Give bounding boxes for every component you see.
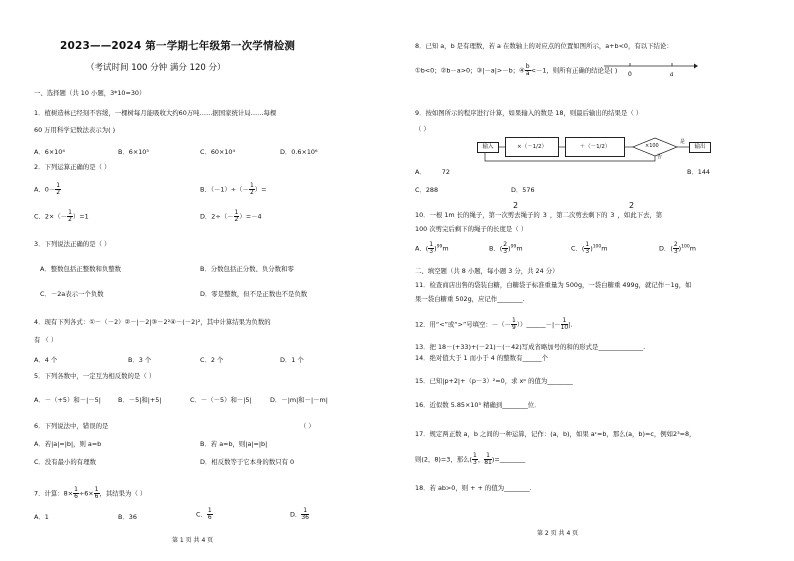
add-box: ＋（－1/2）: [565, 137, 625, 157]
q2-stem: 2．下列运算正确的是（ ）: [34, 163, 111, 171]
q3-option-d: D．零是整数，但不是正数也不是负数: [200, 290, 308, 298]
q3-option-c: C．－2a表示一个负数: [40, 290, 104, 298]
q7-option-a: A．1: [34, 513, 49, 521]
section-heading-fill: 二、填空题（共 8 小题，每小题 3 分，共 24 分）: [415, 267, 559, 275]
q2-option-c: C．2×（－ $\frac{1}{2}$ ）=1: [34, 209, 89, 223]
q13-stem: 13．把 18－(+33)+(－21)－(－42)写成省略加号的和的形式是______________.: [415, 343, 646, 351]
condition-label: ×100: [645, 143, 659, 149]
q2-option-d: D．2÷（－ $\frac{1}{2}$ ）=－4: [200, 209, 262, 223]
q4-stem-line2: 有 （ ）: [34, 336, 58, 344]
no-label: 否: [657, 154, 663, 160]
q9-option-a: A． 72: [415, 168, 450, 176]
q6-option-a: A．若|a|=|b|，则 a=b: [34, 440, 102, 448]
fraction: $\frac{b}{a}$: [525, 63, 530, 77]
q8-stem-line2: ①b<0；②b－a>0；③|－a|>－b；④ $\frac{b}{a}$ <－1，则所有正确的结论是( ): [415, 63, 618, 77]
q1-option-d: D．0.6×10⁶: [280, 148, 318, 156]
q18-stem: 18．若 ab>0，则 + + 的值为________.: [415, 484, 532, 492]
exam-subtitle: （考试时间 100 分钟 满分 120 分）: [86, 63, 226, 73]
q9-stem-line2: （ ）: [415, 125, 430, 133]
q7-option-c: C． $\frac{1}{6}$: [196, 507, 212, 521]
q6-option-b: B．若 a=b，则|a|=|b|: [200, 440, 268, 448]
number-line-diagram: [602, 58, 698, 82]
q9-option-c: C．288: [415, 186, 439, 194]
q4-option-d: D．1 个: [280, 356, 304, 364]
input-box: 输入: [477, 142, 499, 153]
fraction: $\frac{1}{36}$: [301, 507, 309, 521]
q3-stem: 3．下列说法正确的是（ ）: [34, 240, 111, 248]
fraction: $\frac{1}{2}$: [249, 182, 254, 196]
q10-option-c: C．( $\frac{1}{3}$ )$^{100}$m: [571, 241, 608, 255]
q7-option-b: B．36: [118, 513, 137, 521]
q1-option-b: B．6×10⁵: [118, 148, 149, 156]
q4-option-b: B．3 个: [128, 356, 152, 364]
q1-stem-line2: 60 万用科学记数法表示为( ): [34, 126, 116, 134]
q7-option-d: D． $\frac{1}{36}$: [290, 507, 309, 521]
q5-option-c: C．－（－5）和－|5|: [190, 396, 252, 404]
q10-stem-line1: 10．一根 1m 长的绳子，第一次剪去绳子的 3 ，第二次剪去剩下的 3 ，如此下去，第: [415, 211, 663, 219]
q2-option-b: B．（－1）÷（－ $\frac{1}{2}$ ）=: [200, 182, 267, 196]
q10-stem-line2: 100 次剪完后剩下的绳子的长度是（ ）: [415, 225, 528, 233]
q6-stem: 6．下列说法中，错误的是: [34, 422, 109, 430]
axis-label-zero: 0: [628, 71, 632, 78]
page-footer: 第 2 页 共 4 页: [537, 530, 579, 537]
q5-option-a: A．－（+5）和－|－5|: [34, 396, 101, 404]
q5-option-b: B．－5|和|+5|: [118, 396, 162, 404]
q1-stem-line1: 1．植树造林已经刻不容缓，一棵树每月能吸收大约60万吨……据国家统计局……每棵: [34, 109, 277, 117]
page-footer: 第 1 页 共 4 页: [172, 537, 214, 544]
fraction: $\frac{1}{6}$: [74, 486, 78, 500]
q10-option-a: A．( $\frac{1}{3}$ )$^{99}$m: [415, 241, 449, 255]
q14-stem: 14．绝对值大于 1 而小于 4 的整数有______个: [415, 354, 549, 362]
page-title: 2023——2024 第一学期七年级第一次学情检测: [60, 40, 296, 52]
multiply-box: ×（－1/2）: [505, 137, 559, 157]
q17-stem-line1: 17．规定两正数 a，b 之间的一种运算，记作：(a，b)，如果 aᶜ=b，那么(a，b)=c，例如2³=8，: [415, 430, 696, 438]
q2-option-a: A．0－ $\frac{1}{2}$: [34, 182, 61, 196]
program-flowchart: [477, 133, 717, 163]
q12-stem: 12．用“<”或“>”号填空：－（－ $\frac{1}{9}$ ））______－|－ $\frac{1}{10}$ |.: [415, 317, 573, 331]
q15-stem: 15．已知|p+2|+（p－3）²=0，求 xᵖ 的值为________: [415, 377, 573, 385]
q9-stem-line1: 9．按如图所示的程序进行计算，如果输入的数是 18，则最后输出的结果是（ ）: [415, 109, 643, 117]
q10-numerator-2b: 2: [629, 201, 635, 210]
fraction: $\frac{1}{2}$: [234, 209, 239, 223]
section-heading-choice: 一、选择题（共 10 小题，3*10=30）: [34, 89, 146, 97]
fraction: $\frac{1}{2}$: [56, 182, 61, 196]
q6-option-d: D．相反数等于它本身的数只有 0: [200, 458, 295, 466]
q16-stem: 16．近似数 5.85×10⁵ 精确到________位．: [415, 401, 541, 409]
q17-stem-line2: 则(2，8)=3，那么( $\frac{1}{3}$ ， $\frac{1}{81}$ )=________: [415, 452, 526, 466]
q4-option-a: A．4 个: [34, 356, 58, 364]
q11-stem-line1: 11．检查商店出售的袋装白糖，白糖袋子标准重量为 500g，一袋白糖重 499g，就记作－1g，如: [415, 281, 692, 289]
q9-option-b: B．144: [687, 168, 710, 176]
q3-option-a: A．整数包括正整数和负整数: [40, 265, 122, 273]
q9-option-d: D．576: [511, 186, 535, 194]
output-box: 输出: [689, 142, 711, 153]
exam-page-2: [397, 0, 794, 561]
q4-stem-line1: 4．现有下列各式：①－（－2）②－|－2|③－2²④－(－2)²，其中计算结果为负数的: [34, 318, 271, 326]
axis-label-a: a: [670, 71, 674, 78]
q6-answer-paren: （ ）: [300, 422, 315, 430]
q1-option-c: C．60×10⁴: [200, 148, 236, 156]
q10-option-b: B．( $\frac{2}{3}$ )$^{99}$m: [489, 241, 523, 255]
q4-option-c: C．2 个: [200, 356, 224, 364]
q7-stem: 7．计算：8× $\frac{1}{6}$ ÷6× $\frac{1}{6}$ ，其结果为（ ）: [34, 486, 147, 500]
q5-stem: 5．下列各数中，一定互为相反数的是（ ）: [34, 372, 156, 380]
yes-label: 是: [680, 139, 686, 145]
q10-numerator-2a: 2: [513, 201, 519, 210]
q11-stem-line2: 果一袋白糖重 502g，应记作________.: [415, 295, 525, 303]
fraction: $\frac{1}{6}$: [207, 507, 212, 521]
q5-option-d: D．－|m|和－|－m|: [270, 396, 328, 404]
q6-option-c: C．没有最小的有理数: [34, 458, 96, 466]
fraction: $\frac{1}{6}$: [94, 486, 99, 500]
q8-stem-line1: 8．已知 a，b 是有理数，若 a 在数轴上的对应点的位置如图所示，a+b<0，有以下结论：: [415, 42, 673, 50]
q1-option-a: A．6×10⁴: [34, 148, 65, 156]
q10-option-d: D．( $\frac{2}{3}$ )$^{100}$m: [659, 241, 696, 255]
fraction: $\frac{1}{2}$: [68, 209, 72, 223]
q3-option-b: B．分数包括正分数、负分数和零: [200, 265, 294, 273]
